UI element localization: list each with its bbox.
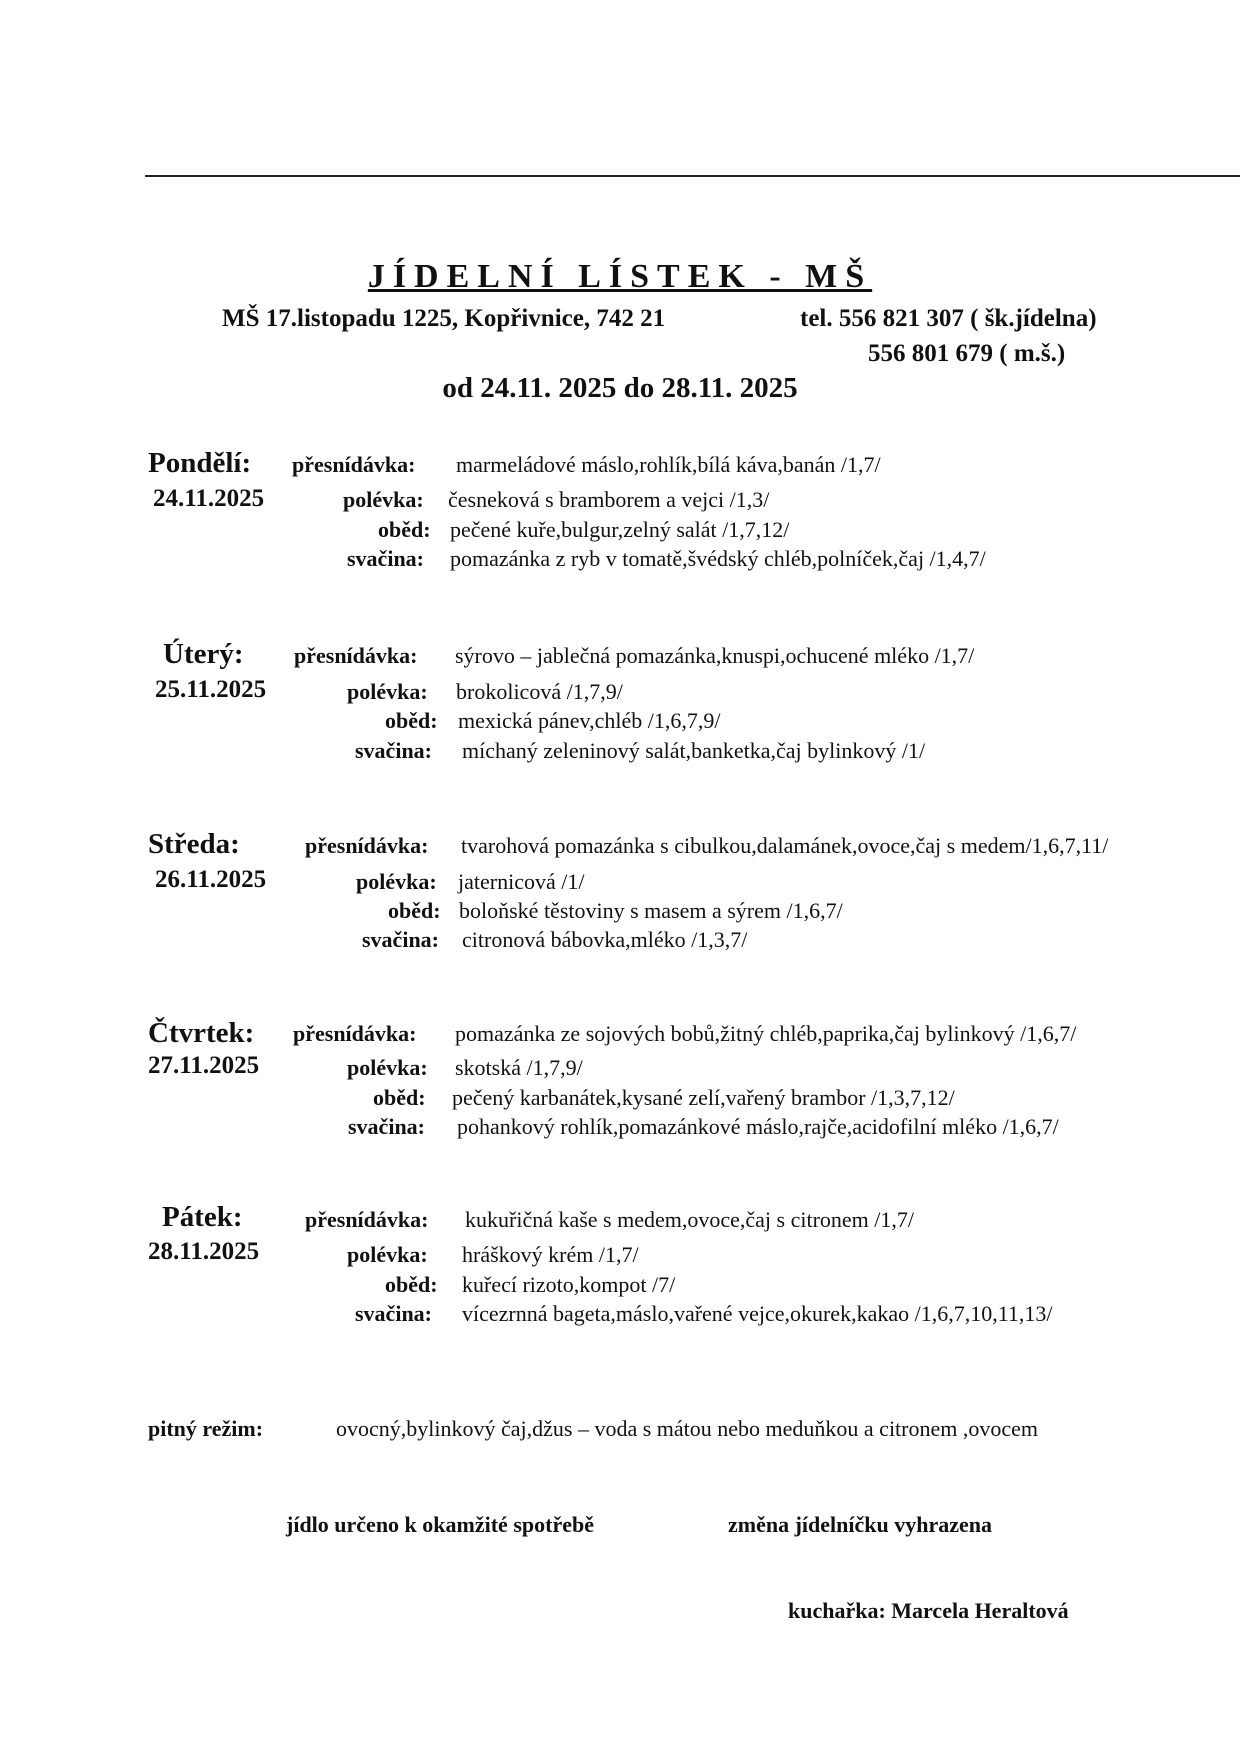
meal-text-soup: česneková s bramborem a vejci /1,3/ <box>448 487 770 512</box>
meal-label-soup: polévka: <box>347 679 428 704</box>
meal-text-snack-am: marmeládové máslo,rohlík,bílá káva,banán /1,7/ <box>456 452 881 477</box>
meal-text-snack-am: kukuřičná kaše s medem,ovoce,čaj s citronem /1,7/ <box>465 1207 915 1232</box>
meal-label-snack-pm: svačina: <box>355 738 432 763</box>
cook-signature: kuchařka: Marcela Heraltová <box>788 1598 1069 1623</box>
meal-label-lunch: oběd: <box>378 517 431 542</box>
meal-label-lunch: oběd: <box>385 1272 438 1297</box>
meal-text-snack-pm: míchaný zeleninový salát,banketka,čaj bylinkový /1/ <box>462 738 926 763</box>
day-date-wednesday: 26.11.2025 <box>155 866 267 893</box>
meal-text-lunch: pečené kuře,bulgur,zelný salát /1,7,12/ <box>450 517 790 542</box>
meal-text-snack-pm: citronová bábovka,mléko /1,3,7/ <box>462 927 748 952</box>
day-date-thursday: 27.11.2025 <box>148 1052 260 1079</box>
meal-label-soup: polévka: <box>347 1242 428 1267</box>
meal-label-snack-pm: svačina: <box>347 546 424 571</box>
meal-label-soup: polévka: <box>343 487 424 512</box>
day-name-thursday: Čtvrtek: <box>148 1017 255 1049</box>
meal-label-snack-am: přesnídávka: <box>305 1207 429 1232</box>
footer-note-changes: změna jídelníčku vyhrazena <box>728 1512 992 1537</box>
meal-text-snack-am: pomazánka ze sojových bobů,žitný chléb,paprika,čaj bylinkový /1,6,7/ <box>455 1021 1077 1046</box>
drinks-label: pitný režim: <box>148 1416 264 1441</box>
meal-label-snack-pm: svačina: <box>348 1114 425 1139</box>
meal-label-lunch: oběd: <box>388 898 441 923</box>
meal-text-snack-am: tvarohová pomazánka s cibulkou,dalamánek,ovoce,čaj s medem/1,6,7,11/ <box>461 833 1109 858</box>
meal-text-lunch: kuřecí rizoto,kompot /7/ <box>462 1272 676 1297</box>
meal-label-soup: polévka: <box>356 869 437 894</box>
meal-label-soup: polévka: <box>347 1055 428 1080</box>
meal-text-lunch: boloňské těstoviny s masem a sýrem /1,6,7/ <box>459 898 843 923</box>
meal-text-snack-pm: vícezrnná bageta,máslo,vařené vejce,okurek,kakao /1,6,7,10,11,13/ <box>462 1301 1053 1326</box>
school-address: MŠ 17.listopadu 1225, Kopřivnice, 742 21 <box>222 305 666 332</box>
day-name-friday: Pátek: <box>162 1201 243 1233</box>
meal-label-snack-am: přesnídávka: <box>305 833 429 858</box>
meal-text-lunch: mexická pánev,chléb /1,6,7,9/ <box>458 708 721 733</box>
meal-label-snack-pm: svačina: <box>362 927 439 952</box>
meal-label-snack-pm: svačina: <box>355 1301 432 1326</box>
meal-text-lunch: pečený karbanátek,kysané zelí,vařený brambor /1,3,7,12/ <box>452 1085 955 1110</box>
phone-kindergarten: 556 801 679 ( m.š.) <box>868 340 1066 367</box>
phone-canteen: tel. 556 821 307 ( šk.jídelna) <box>800 305 1097 332</box>
meal-label-lunch: oběd: <box>385 708 438 733</box>
meal-label-snack-am: přesnídávka: <box>293 1021 417 1046</box>
day-date-tuesday: 25.11.2025 <box>155 676 267 703</box>
meal-text-soup: hráškový krém /1,7/ <box>462 1242 639 1267</box>
meal-text-soup: skotská /1,7,9/ <box>455 1055 583 1080</box>
meal-text-soup: brokolicová /1,7,9/ <box>456 679 623 704</box>
top-divider <box>145 175 1240 177</box>
meal-label-snack-am: přesnídávka: <box>292 452 416 477</box>
meal-text-snack-am: sýrovo – jablečná pomazánka,knuspi,ochucené mléko /1,7/ <box>455 643 975 668</box>
page-title: JÍDELNÍ LÍSTEK - MŠ <box>367 258 873 295</box>
meal-text-snack-pm: pohankový rohlík,pomazánkové máslo,rajče,acidofilní mléko /1,6,7/ <box>457 1114 1059 1139</box>
day-date-monday: 24.11.2025 <box>153 485 265 512</box>
day-name-wednesday: Středa: <box>148 828 240 860</box>
meal-text-soup: jaternicová /1/ <box>458 869 585 894</box>
meal-label-snack-am: přesnídávka: <box>294 643 418 668</box>
day-date-friday: 28.11.2025 <box>148 1238 260 1265</box>
day-name-monday: Pondělí: <box>148 447 252 479</box>
meal-label-lunch: oběd: <box>373 1085 426 1110</box>
meal-text-snack-pm: pomazánka z ryb v tomatě,švédský chléb,polníček,čaj /1,4,7/ <box>450 546 986 571</box>
footer-note-consumption: jídlo určeno k okamžité spotřebě <box>286 1512 594 1537</box>
drinks-text: ovocný,bylinkový čaj,džus – voda s mátou nebo meduňkou a citronem ,ovocem <box>336 1416 1039 1441</box>
day-name-tuesday: Úterý: <box>163 638 244 670</box>
menu-period: od 24.11. 2025 do 28.11. 2025 <box>442 372 798 404</box>
